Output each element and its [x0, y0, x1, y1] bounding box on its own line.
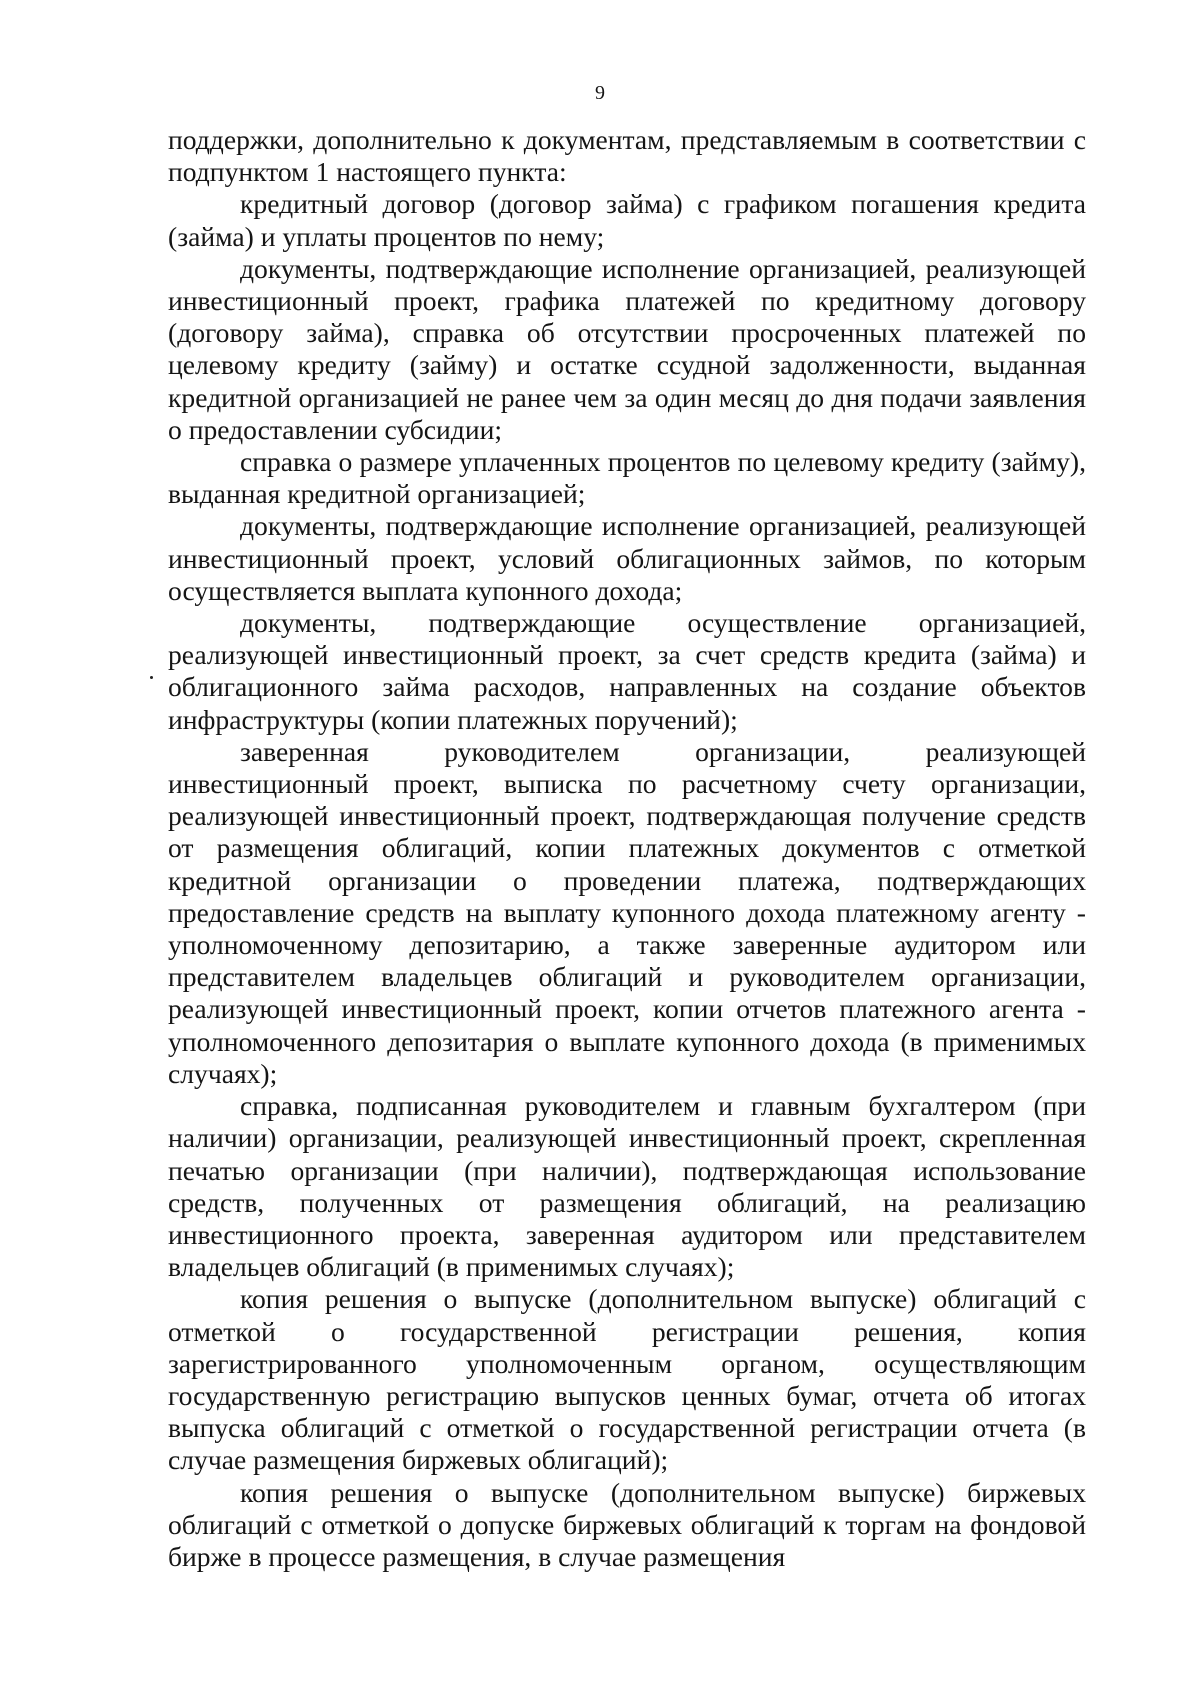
paragraph-account-statement: заверенная руководителем организации, реализующей инвестиционный проект, выписка по расчетному счету организации, реализующей инвестиционный проект, подтверждающая получение средств от размещения облигаций, копии платежных документов с отметкой кредитной организации о проведении платежа, подтверждающих предоставление средств на выплату купонного дохода платежному агенту - уполномоченному депозитарию, а также заверенные аудитором или представителем владельцев облигаций и руководителем организации, реализующей инвестиционный проект, копии отчетов платежного агента - уполномоченного депозитария о выплате купонного дохода (в применимых случаях);	[168, 735, 1086, 1089]
paragraph-interest-certificate: справка о размере уплаченных процентов по целевому кредиту (займу), выданная кредитной организацией;	[168, 446, 1086, 510]
paragraph-exchange-bond-decision: копия решения о выпуске (дополнительном выпуске) биржевых облигаций с отметкой о допуске биржевых облигаций к торгам на фондовой бирже в процессе размещения, в случае размещения	[168, 1476, 1086, 1572]
paragraph-loan-agreement: кредитный договор (договор займа) с графиком погашения кредита (займа) и уплаты процентов по нему;	[168, 188, 1086, 252]
paragraph-payment-schedule-documents: документы, подтверждающие исполнение организацией, реализующей инвестиционный проект, графика платежей по кредитному договору (договору займа), справка об отсутствии просроченных платежей по целевому кредиту (займу) и остатке ссудной задолженности, выданная кредитной организацией не ранее чем за один месяц до дня подачи заявления о предоставлении субсидии;	[168, 252, 1086, 445]
paragraph-bond-terms-documents: документы, подтверждающие исполнение организацией, реализующей инвестиционный проект, условий облигационных займов, по которым осуществляется выплата купонного дохода;	[168, 510, 1086, 606]
paragraph-bond-issue-decision: копия решения о выпуске (дополнительном выпуске) облигаций с отметкой о государственной регистрации решения, копия зарегистрированного уполномоченным органом, осуществляющим государственную регистрацию выпусков ценных бумаг, отчета об итогах выпуска облигаций с отметкой о государственной регистрации отчета (в случае размещения биржевых облигаций);	[168, 1283, 1086, 1476]
page-number: 9	[595, 82, 605, 104]
paragraph-continuation: поддержки, дополнительно к документам, представляемым в соответствии с подпунктом 1 настоящего пункта:	[168, 124, 1086, 188]
scan-speck	[150, 676, 153, 679]
paragraph-infrastructure-expenses: документы, подтверждающие осуществление организацией, реализующей инвестиционный проект, за счет средств кредита (займа) и облигационного займа расходов, направленных на создание объектов инфраструктуры (копии платежных поручений);	[168, 607, 1086, 735]
paragraph-signed-certificate: справка, подписанная руководителем и главным бухгалтером (при наличии) организации, реализующей инвестиционный проект, скрепленная печатью организации (при наличии), подтверждающая использование средств, полученных от размещения облигаций, на реализацию инвестиционного проекта, заверенная аудитором или представителем владельцев облигаций (в применимых случаях);	[168, 1090, 1086, 1283]
document-body	[168, 124, 1086, 1573]
